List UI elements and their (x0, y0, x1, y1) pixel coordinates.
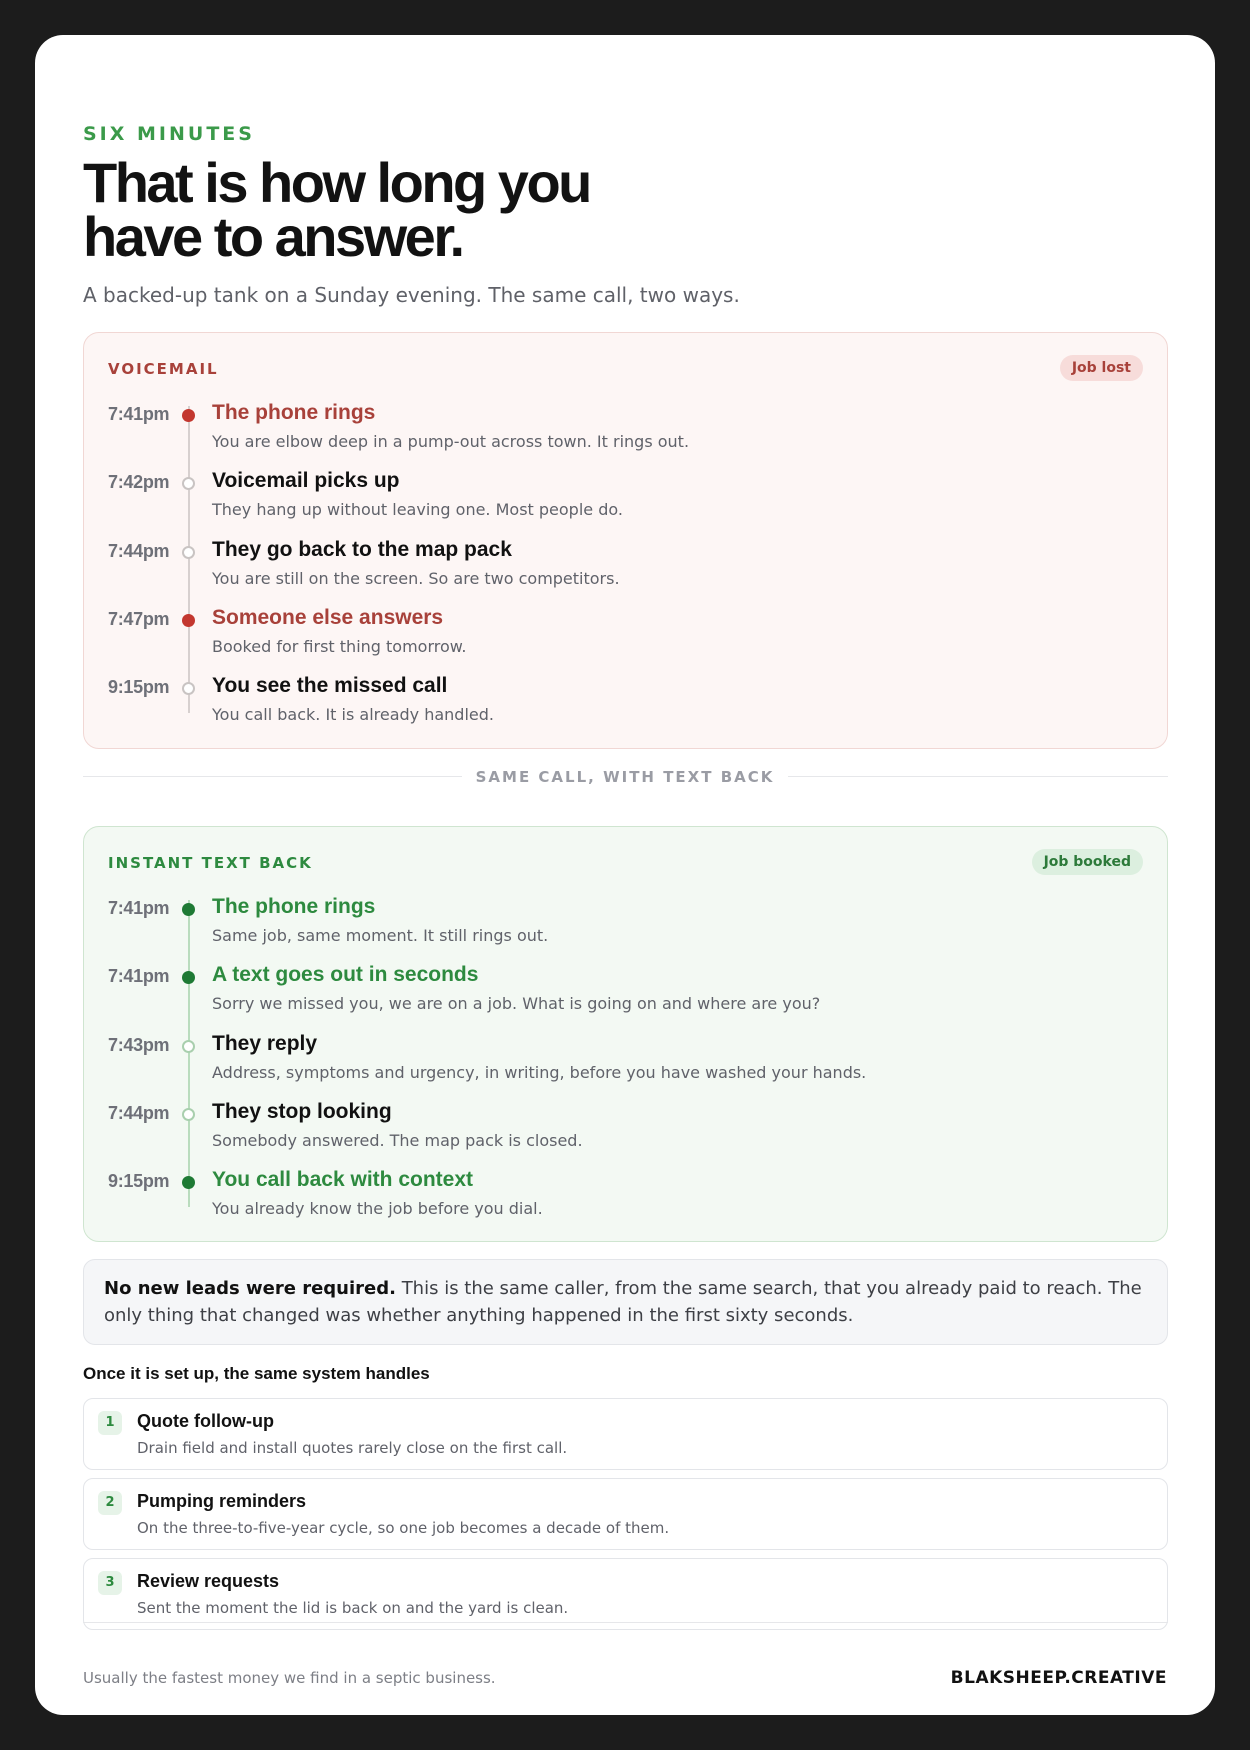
divider-label-text: SAME CALL, WITH TEXT BACK (462, 768, 789, 786)
event-title: Voicemail picks up (212, 469, 400, 492)
event-description: You are still on the screen. So are two competitors. (212, 569, 620, 588)
item-description: Sent the moment the lid is back on and the yard is clean. (137, 1599, 569, 1617)
event-title: The phone rings (212, 401, 376, 424)
title-line-2: have to answer. (83, 205, 463, 268)
timeline-event (84, 608, 1167, 668)
event-description: Sorry we missed you, we are on a job. What is going on and where are you? (212, 994, 821, 1013)
page-card (35, 35, 1215, 1715)
timeline-event (84, 1102, 1167, 1162)
footer-note: Usually the fastest money we find in a septic business. (83, 1669, 496, 1687)
brand-logo: BLAKSHEEP.CREATIVE (950, 1668, 1167, 1688)
section-heading: Once it is set up, the same system handles (83, 1364, 430, 1383)
panel-label: VOICEMAIL (108, 360, 219, 378)
timeline-event (84, 471, 1167, 531)
eyebrow: SIX MINUTES (83, 123, 255, 145)
filled-dot-icon (182, 409, 195, 422)
timeline-event (84, 897, 1167, 957)
voicemail-panel (83, 332, 1168, 749)
event-time: 9:15pm (108, 677, 170, 697)
event-title: A text goes out in seconds (212, 963, 479, 986)
item-title: Quote follow-up (137, 1411, 274, 1431)
event-title: They stop looking (212, 1100, 392, 1123)
timeline-event (84, 1034, 1167, 1094)
timeline-event (84, 540, 1167, 600)
event-time: 7:41pm (108, 404, 170, 424)
event-description: You call back. It is already handled. (212, 705, 494, 724)
event-time: 7:41pm (108, 898, 170, 918)
panel-label: INSTANT TEXT BACK (108, 854, 313, 872)
footer-divider (83, 1622, 1168, 1623)
hollow-dot-icon (182, 546, 195, 559)
event-description: Address, symptoms and urgency, in writing, before you have washed your hands. (212, 1063, 867, 1082)
event-description: They hang up without leaving one. Most people do. (212, 500, 623, 519)
filled-dot-icon (182, 614, 195, 627)
hollow-dot-icon (182, 1040, 195, 1053)
event-title: You call back with context (212, 1168, 474, 1191)
list-item (83, 1558, 1168, 1630)
list-item (83, 1478, 1168, 1550)
filled-dot-icon (182, 971, 195, 984)
event-time: 7:41pm (108, 966, 170, 986)
timeline-event (84, 1170, 1167, 1230)
text-back-panel (83, 826, 1168, 1242)
status-badge: Job booked (1032, 849, 1143, 875)
number-badge: 1 (98, 1411, 122, 1435)
event-title: They reply (212, 1032, 318, 1055)
event-title: You see the missed call (212, 674, 448, 697)
timeline-event (84, 403, 1167, 463)
subtitle: A backed-up tank on a Sunday evening. The same call, two ways. (83, 283, 740, 307)
list-item (83, 1398, 1168, 1470)
event-time: 7:44pm (108, 541, 170, 561)
divider-label (35, 767, 1215, 786)
event-description: You already know the job before you dial. (212, 1199, 543, 1218)
event-time: 7:44pm (108, 1103, 170, 1123)
item-title: Review requests (137, 1571, 280, 1591)
hollow-dot-icon (182, 682, 195, 695)
hollow-dot-icon (182, 477, 195, 490)
timeline-event (84, 965, 1167, 1025)
item-description: Drain field and install quotes rarely close on the first call. (137, 1439, 568, 1457)
page-title (83, 151, 783, 268)
event-description: Somebody answered. The map pack is closed. (212, 1131, 583, 1150)
event-time: 7:43pm (108, 1035, 170, 1055)
callout-note (83, 1259, 1168, 1345)
filled-dot-icon (182, 1176, 195, 1189)
title-line-1: That is how long you (83, 151, 590, 214)
event-time: 7:47pm (108, 609, 170, 629)
item-description: On the three-to-five-year cycle, so one job becomes a decade of them. (137, 1519, 670, 1537)
event-description: Same job, same moment. It still rings out. (212, 926, 549, 945)
status-badge: Job lost (1060, 355, 1143, 381)
item-title: Pumping reminders (137, 1491, 307, 1511)
hollow-dot-icon (182, 1108, 195, 1121)
filled-dot-icon (182, 903, 195, 916)
timeline-event (84, 676, 1167, 736)
event-title: Someone else answers (212, 606, 444, 629)
event-title: They go back to the map pack (212, 538, 512, 561)
event-time: 7:42pm (108, 472, 170, 492)
number-badge: 3 (98, 1571, 122, 1595)
number-badge: 2 (98, 1491, 122, 1515)
event-time: 9:15pm (108, 1171, 170, 1191)
event-description: You are elbow deep in a pump-out across town. It rings out. (212, 432, 690, 451)
event-description: Booked for first thing tomorrow. (212, 637, 467, 656)
note-text: This is the same caller, from the same search, that you already paid to reach. The only thing that changed was whether anything happened in the first sixty seconds. (104, 1278, 1142, 1326)
event-title: The phone rings (212, 895, 376, 918)
note-bold: No new leads were required. (104, 1278, 396, 1299)
